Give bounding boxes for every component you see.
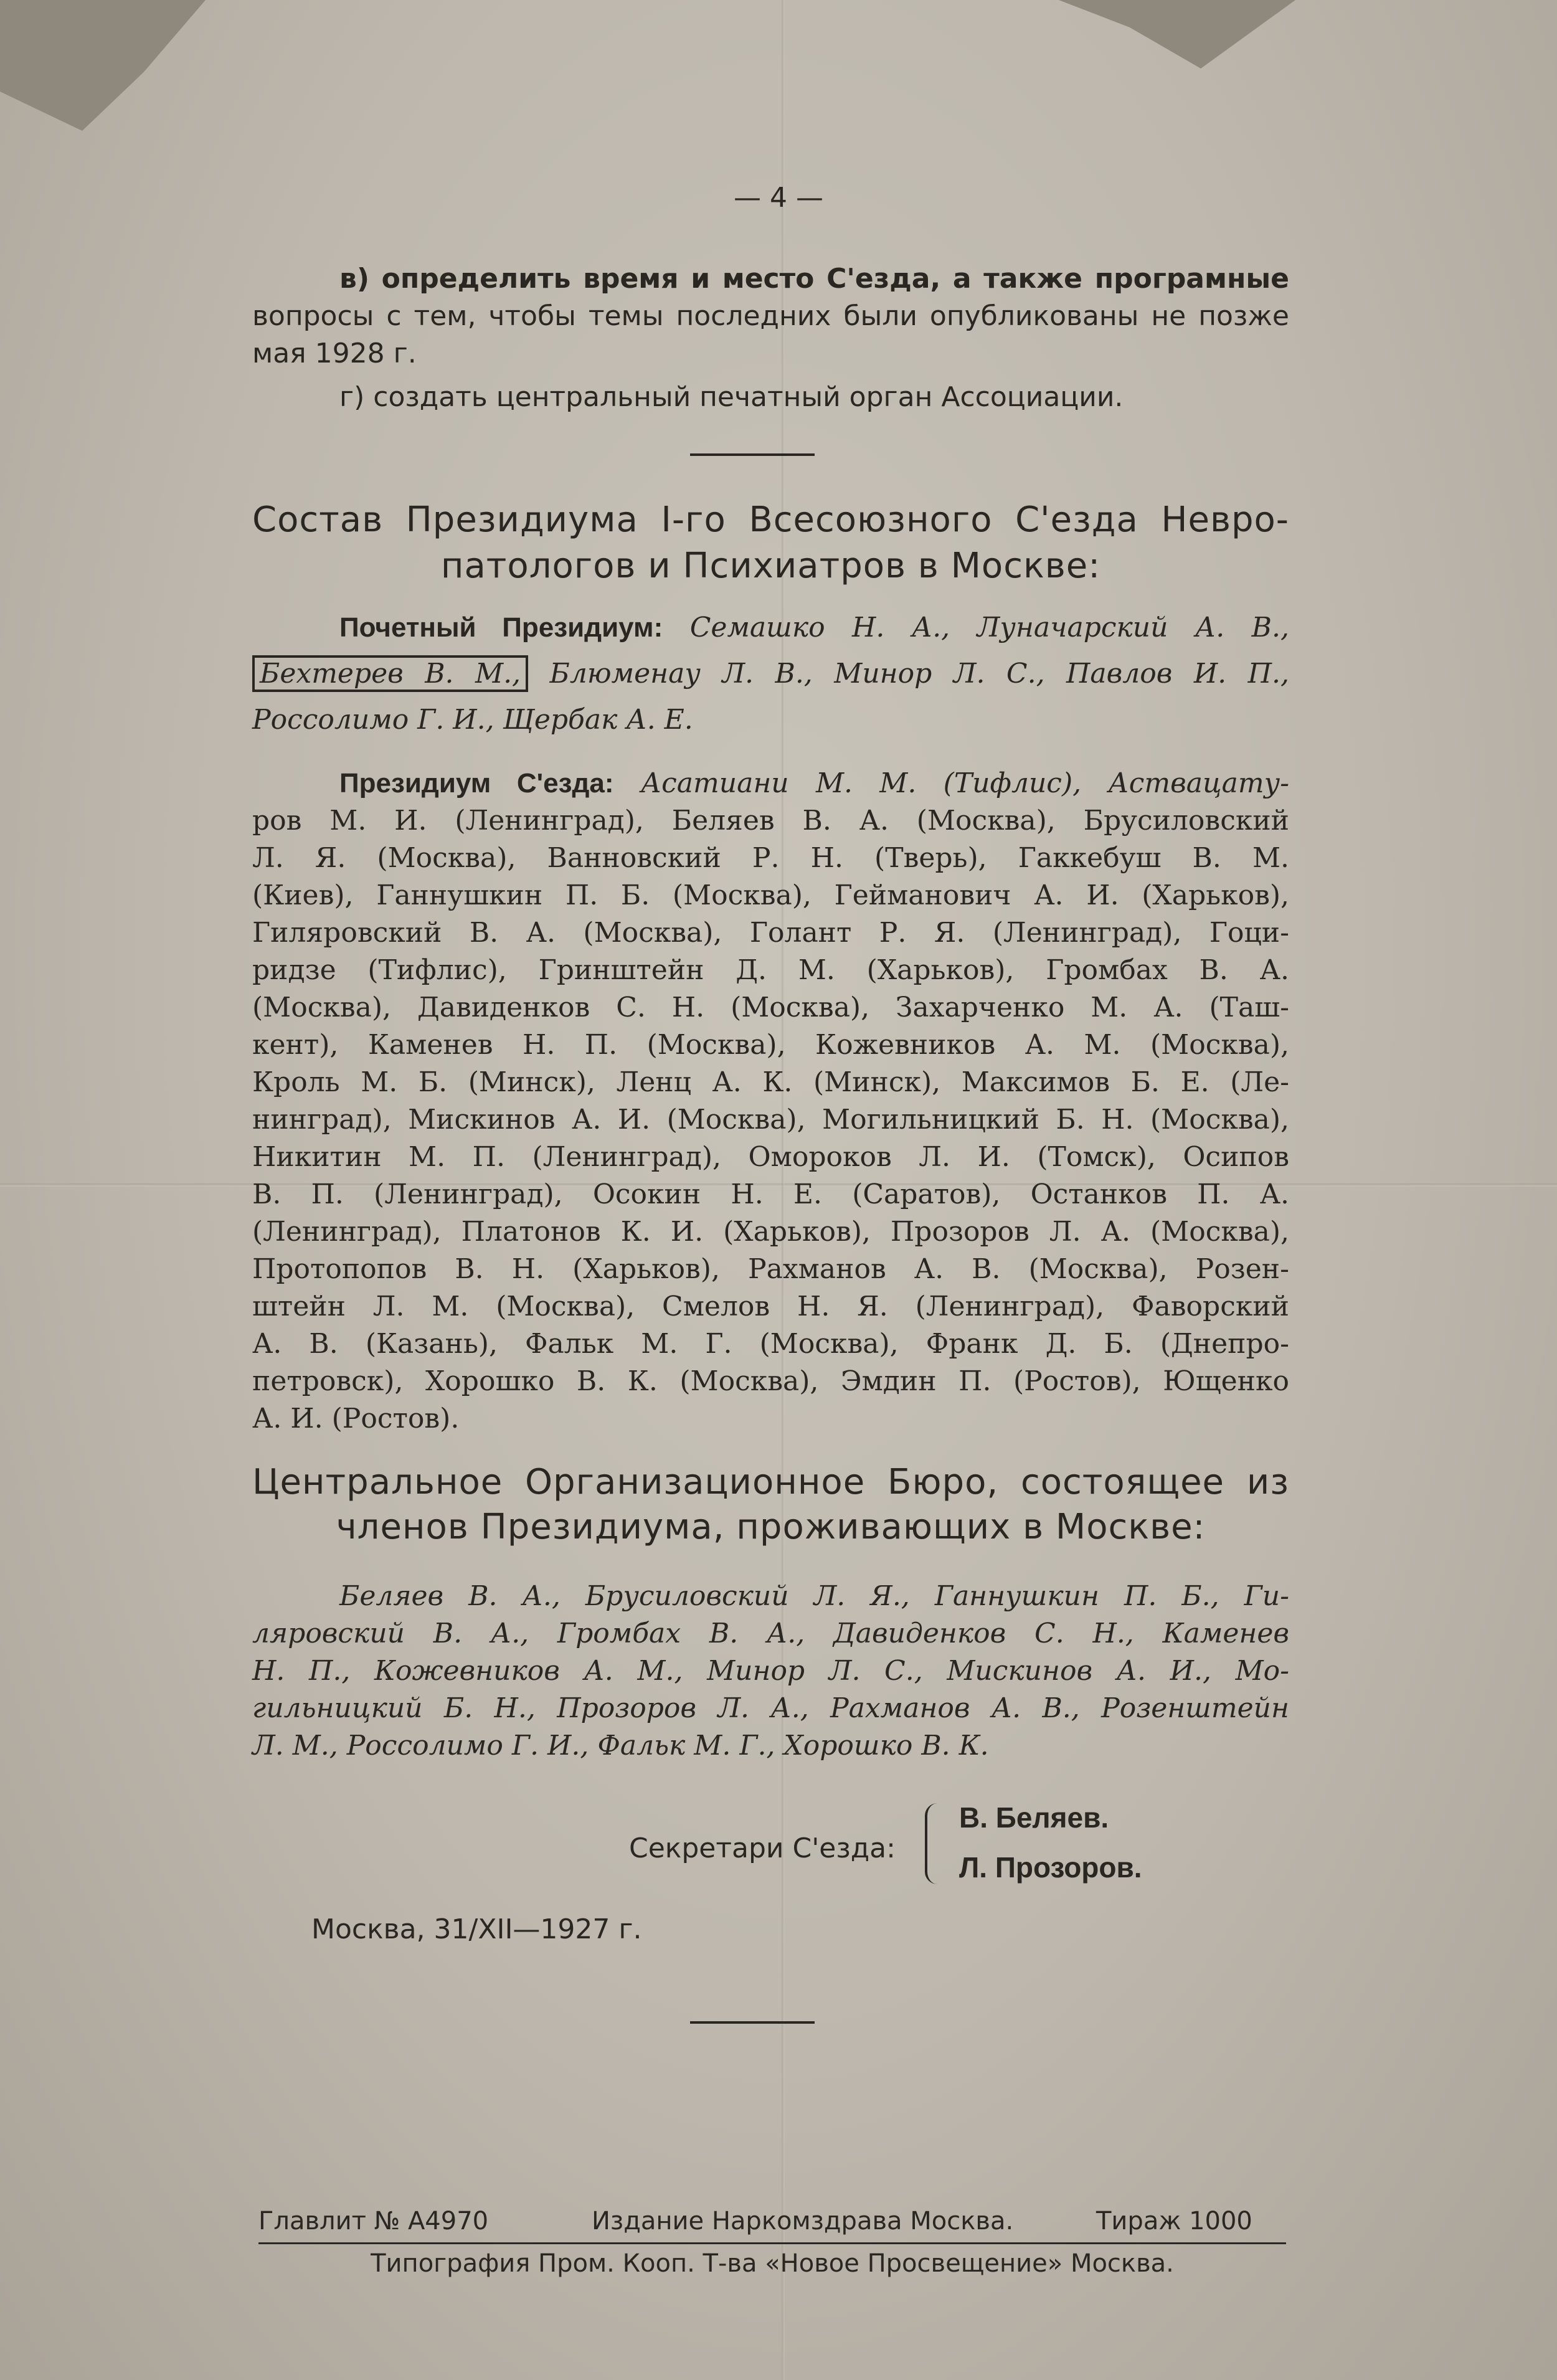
presidium-label: Президиум С'езда: [339, 768, 614, 799]
bureau-line: Л. М., Россолимо Г. И., Фальк М. Г., Хорошко В. К. [252, 1730, 989, 1761]
presidium-line: Л. Я. (Москва), Ванновский Р. Н. (Тверь), Гаккебуш В. М. [252, 842, 1289, 874]
presidium-line: петровск), Хорошко В. К. (Москва), Эмдин П. (Ростов), Ющенко [252, 1365, 1289, 1397]
presidium-line: А. И. (Ростов). [252, 1403, 460, 1434]
bureau-line: ляровский В. А., Громбах В. А., Давиденков С. Н., Каменев [252, 1618, 1289, 1649]
secretaries-label: Секретари С'езда: [629, 1832, 896, 1864]
presidium-line: штейн Л. М. (Москва), Смелов Н. Я. (Ленинград), Фаворский [252, 1291, 1289, 1322]
torn-corner [0, 0, 206, 131]
secretaries-brace [925, 1803, 940, 1884]
secretary-name: В. Беляев. [959, 1801, 1109, 1834]
item-g-line: г) создать центральный печатный орган Ассоциации. [339, 381, 1124, 413]
honorary-names: Семашко Н. А., Луначарский А. В., [689, 612, 1289, 643]
divider-rule [690, 2021, 815, 2024]
item-v-line: вопросы с тем, чтобы темы последних были опубликованы не позже [252, 300, 1289, 332]
honorary-names: Блюменау Л. В., Минор Л. С., Павлов И. П., [549, 658, 1289, 690]
honorary-label: Почетный Президиум: [339, 612, 663, 643]
heading-line: патологов и Психиатров в Москве: [440, 546, 1101, 586]
divider-rule [690, 453, 815, 456]
heading-line: Центральное Организационное Бюро, состоящее из [252, 1462, 1289, 1502]
footer-printer: Типография Пром. Кооп. Т-ва «Новое Просвещение» Москва. [371, 2249, 1174, 2278]
footer-publisher: Издание Наркомздрава Москва. [592, 2207, 1014, 2235]
presidium-line: Протопопов В. Н. (Харьков), Рахманов А. В. (Москва), Розен- [252, 1253, 1289, 1285]
heading-line: Состав Президиума I-го Всесоюзного С'езда Невро- [252, 500, 1289, 540]
footer-print-run: Тираж 1000 [1096, 2207, 1252, 2235]
honorary-line [252, 610, 1289, 645]
place-date: Москва, 31/XII—1927 г. [311, 1913, 642, 1945]
presidium-line: ров М. И. (Ленинград), Беляев В. А. (Москва), Брусиловский [252, 805, 1289, 837]
heading-line: членов Президиума, проживающих в Москве: [336, 1507, 1206, 1547]
honorary-line [252, 703, 1289, 737]
presidium-line: Гиляровский В. А. (Москва), Голант Р. Я. (Ленинград), Гоци- [252, 917, 1289, 949]
presidium-line: А. В. (Казань), Фальк М. Г. (Москва), Франк Д. Б. (Днепро- [252, 1328, 1289, 1360]
item-v-line: мая 1928 г. [252, 338, 417, 369]
secretary-name: Л. Прозоров. [959, 1851, 1142, 1884]
presidium-names: Асатиани М. М. (Тифлис), Аствацату- [640, 767, 1289, 799]
presidium-line: Никитин М. П. (Ленинград), Омороков Л. И. (Томск), Осипов [252, 1141, 1289, 1173]
honorary-line [252, 657, 1289, 691]
presidium-line: ридзе (Тифлис), Гринштейн Д. М. (Харьков), Громбах В. А. [252, 954, 1289, 986]
item-v-line: в) определить время и место С'езда, а также програмные [339, 263, 1289, 295]
torn-edge [1059, 0, 1295, 69]
bureau-line: гильницкий Б. Н., Прозоров Л. А., Рахманов А. В., Розенштейн [252, 1692, 1289, 1724]
presidium-line: (Москва), Давиденков С. Н. (Москва), Захарченко М. А. (Таш- [252, 992, 1289, 1023]
boxed-name-bekhterev: Бехтерев В. М., [252, 655, 528, 692]
presidium-line: (Киев), Ганнушкин П. Б. (Москва), Гейманович А. И. (Харьков), [252, 879, 1289, 911]
page-marker: — 4 — [734, 182, 823, 214]
honorary-names: Россолимо Г. И., Щербак А. Е. [252, 704, 693, 736]
presidium-line: нинград), Мискинов А. И. (Москва), Могильницкий Б. Н. (Москва), [252, 1104, 1289, 1135]
presidium-line: Кроль М. Б. (Минск), Ленц А. К. (Минск), Максимов Б. Е. (Ле- [252, 1066, 1289, 1098]
footer-rule [258, 2242, 1286, 2244]
footer-glavlit: Главлит № А4970 [258, 2207, 489, 2235]
presidium-line: кент), Каменев Н. П. (Москва), Кожевников А. М. (Москва), [252, 1029, 1289, 1061]
presidium-line [252, 766, 1289, 801]
bureau-line: Беляев В. А., Брусиловский Л. Я., Ганнушкин П. Б., Ги- [339, 1580, 1289, 1612]
presidium-line: (Ленинград), Платонов К. И. (Харьков), Прозоров Л. А. (Москва), [252, 1216, 1289, 1248]
presidium-line: В. П. (Ленинград), Осокин Н. Е. (Саратов), Останков П. А. [252, 1178, 1289, 1210]
bureau-line: Н. П., Кожевников А. М., Минор Л. С., Мискинов А. И., Мо- [252, 1655, 1289, 1687]
